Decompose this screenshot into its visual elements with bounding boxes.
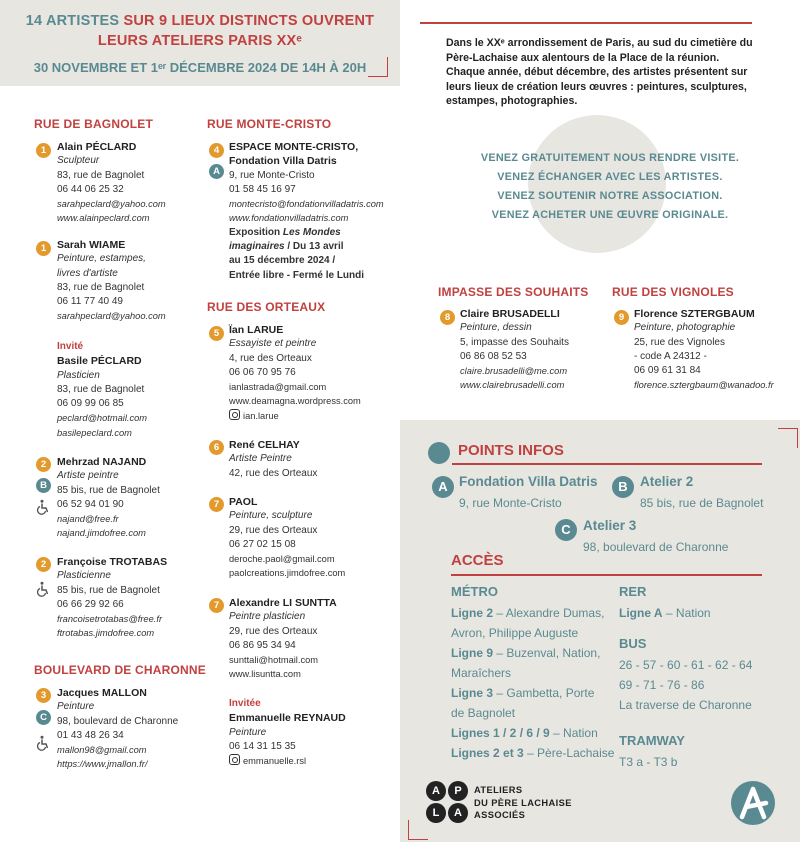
- street-title: RUE DES VIGNOLES: [612, 285, 734, 299]
- artist-email[interactable]: claire.brusadelli@me.com: [460, 366, 568, 377]
- artist-phone: 06 52 94 01 90: [57, 498, 124, 510]
- info-point-badge: B: [612, 476, 634, 498]
- artist-address: 85 bis, rue de Bagnolet: [57, 584, 160, 596]
- info-point-address: 98, boulevard de Charonne: [583, 540, 729, 554]
- artist-email[interactable]: sarahpeclard@yahoo.com: [57, 199, 166, 210]
- artist-role: livres d'artiste: [57, 267, 118, 279]
- association-logo: A P L A: [426, 781, 470, 825]
- artist-name: Basile PÉCLARD: [57, 355, 142, 368]
- event-dates: 30 NOVEMBRE ET 1ᵉʳ DÉCEMBRE 2024 DE 14H À 20H: [33, 60, 367, 75]
- artist-phone: 06 09 61 31 84: [634, 365, 701, 377]
- artist-email[interactable]: najand@free.fr: [57, 514, 119, 525]
- artist-role: Peinture: [57, 701, 95, 713]
- artist-entry: [229, 596, 337, 682]
- venue-email[interactable]: montecristo@fondationvilladatris.com: [229, 199, 384, 210]
- artist-email[interactable]: sunttali@hotmail.com: [229, 655, 319, 666]
- artist-role: Peinture, dessin: [460, 322, 532, 334]
- transport-type: BUS: [619, 636, 647, 651]
- artist-role: Artiste Peintre: [229, 453, 292, 465]
- venue-website[interactable]: www.fondationvilladatris.com: [229, 213, 349, 224]
- decorative-circle: [528, 115, 666, 253]
- artist-role: Peintre plasticien: [229, 611, 306, 623]
- instagram-icon: [229, 754, 240, 765]
- artist-phone: 06 86 95 34 94: [229, 639, 296, 651]
- artist-entry: [57, 140, 166, 226]
- artist-role: Peinture: [229, 726, 267, 738]
- section-title: POINTS INFOS: [458, 442, 564, 459]
- section-title: ACCÈS: [451, 552, 504, 569]
- artist-address: 29, rue des Orteaux: [229, 524, 318, 536]
- artist-role: Peinture, sculpture: [229, 510, 313, 522]
- street-title: RUE MONTE-CRISTO: [207, 117, 332, 131]
- artist-name: Emmanuelle REYNAUD: [229, 712, 346, 725]
- artist-entry: [229, 697, 346, 768]
- transport-type: MÉTRO: [451, 584, 498, 599]
- info-point-badge: B: [36, 478, 51, 493]
- artist-website[interactable]: paolcreations.jimdofree.com: [229, 568, 346, 579]
- location-number-badge: 9: [614, 310, 629, 325]
- artist-entry: [57, 455, 160, 541]
- location-number-badge: 3: [36, 688, 51, 703]
- intro-paragraph: Dans le XXᵉ arrondissement de Paris, au sud du cimetière du Père-Lachaise aux alentours de la Place de la réunion. Chaque année, début décembre, des artistes présentent sur leurs lieux de création leurs œuvres : peintures, sculptures, estampes, photographies.: [446, 37, 753, 108]
- artist-address: 85 bis, rue de Bagnolet: [57, 484, 160, 496]
- artist-entry: [229, 495, 345, 581]
- artist-role: Sculpteur: [57, 155, 100, 167]
- artist-address: 42, rue des Orteaux: [229, 467, 318, 479]
- exhibition-info: imaginaires / Du 13 avril: [229, 241, 344, 253]
- artist-phone: 06 27 02 15 08: [229, 538, 296, 550]
- venue-address: 9, rue Monte-Cristo: [229, 169, 315, 181]
- association-name: ATELIERS DU PÈRE LACHAISE ASSOCIÉS: [474, 785, 572, 820]
- location-number-badge: 4: [209, 143, 224, 158]
- artist-address: 83, rue de Bagnolet: [57, 383, 145, 395]
- artist-website[interactable]: www.clairebrusadelli.com: [460, 380, 565, 391]
- info-point-badge: C: [555, 519, 577, 541]
- artist-website[interactable]: www.lisuntta.com: [229, 669, 301, 680]
- artist-phone: 06 44 06 25 32: [57, 183, 124, 195]
- tram-lines: T3 a - T3 b: [619, 755, 678, 769]
- guest-label: Invité: [57, 341, 84, 352]
- exhibition-info: Entrée libre - Fermé le Lundi: [229, 269, 365, 281]
- metro-lines: Ligne 2 – Alexandre Dumas, Avron, Philippe Auguste Ligne 9 – Buzenval, Nation, Maraîchers Ligne 3 – Gambetta, Porte de Bagnolet Lignes 1 / 2 / 6 / 9 – Nation Lignes 2 et 3 – Père-Lachaise: [451, 606, 615, 760]
- artist-entry: [460, 307, 569, 393]
- artist-email[interactable]: ianlastrada@gmail.com: [229, 382, 327, 393]
- artist-role: Essayiste et peintre: [229, 338, 317, 350]
- artist-phone: 06 06 70 95 76: [229, 366, 296, 378]
- location-number-badge: 1: [36, 241, 51, 256]
- artist-website[interactable]: https://www.jmallon.fr/: [57, 759, 148, 770]
- artist-role: Artiste peintre: [57, 470, 119, 482]
- exhibition-info: Exposition Les Mondes: [229, 226, 341, 238]
- artist-role: Peinture, photographie: [634, 322, 736, 334]
- artist-name: Alexandre LI SUNTTA: [229, 597, 337, 609]
- info-point-name: Atelier 2: [640, 474, 694, 489]
- artist-website[interactable]: najand.jimdofree.com: [57, 528, 146, 539]
- artist-role: Plasticien: [57, 369, 100, 381]
- a-logo-icon: [731, 781, 775, 825]
- artist-address: 5, impasse des Souhaits: [460, 336, 569, 348]
- artist-phone: 06 66 29 92 66: [57, 598, 124, 610]
- venue-phone: 01 58 45 16 97: [229, 183, 296, 195]
- location-number-badge: 2: [36, 557, 51, 572]
- headline-line2: LEURS ATELIERS PARIS XXᵉ: [97, 33, 303, 49]
- artist-email[interactable]: deroche.paol@gmail.com: [229, 554, 335, 565]
- exhibition-info: au 15 décembre 2024 /: [229, 255, 336, 267]
- wheelchair-icon: [35, 581, 51, 597]
- artist-name: PAOL: [229, 496, 258, 508]
- wheelchair-icon: [35, 735, 51, 751]
- artist-entry: [57, 686, 178, 772]
- corner-mark: [778, 428, 798, 448]
- street-title: BOULEVARD DE CHARONNE: [34, 663, 206, 677]
- transport-type: RER: [619, 584, 647, 599]
- artist-name: Claire BRUSADELLI: [460, 308, 560, 320]
- call-to-action: VENEZ ACHETER UNE ŒUVRE ORIGINALE.: [491, 209, 729, 221]
- artist-entry: [57, 340, 147, 440]
- location-number-badge: 8: [440, 310, 455, 325]
- artist-address: 29, rue des Orteaux: [229, 625, 318, 637]
- artist-website[interactable]: www.deamagna.wordpress.com: [229, 396, 361, 407]
- info-point-name: Fondation Villa Datris: [459, 474, 598, 489]
- info-point-badge: C: [36, 710, 51, 725]
- divider-line: [452, 463, 762, 465]
- artist-website[interactable]: ftrotabas.jimdofree.com: [57, 628, 155, 639]
- artist-phone: 06 86 08 52 53: [460, 350, 527, 362]
- call-to-action: VENEZ GRATUITEMENT NOUS RENDRE VISITE.: [480, 152, 740, 164]
- info-point-badge: A: [432, 476, 454, 498]
- street-title: IMPASSE DES SOUHAITS: [438, 285, 589, 299]
- bus-lines: 26 - 57 - 60 - 61 - 62 - 64 69 - 71 - 76 - 86 La traverse de Charonne: [619, 658, 753, 712]
- call-to-action: VENEZ ÉCHANGER AVEC LES ARTISTES.: [497, 171, 723, 183]
- street-title: RUE DES ORTEAUX: [207, 300, 326, 314]
- transport-type: TRAMWAY: [619, 733, 685, 748]
- artist-entry: [229, 438, 317, 481]
- artist-phone: 06 14 31 15 35: [229, 740, 296, 752]
- location-number-badge: 1: [36, 143, 51, 158]
- artist-name: Ïan LARUE: [229, 324, 284, 336]
- artist-name: Françoise TROTABAS: [57, 556, 168, 568]
- artist-email[interactable]: mallon98@gmail.com: [57, 745, 147, 756]
- artist-name: Jacques MALLON: [57, 687, 147, 699]
- artist-phone: 06 11 77 40 49: [57, 296, 123, 308]
- access-code: - code A 24312 -: [634, 350, 707, 362]
- divider-line: [420, 22, 752, 24]
- artist-email[interactable]: sarahpeclard@yahoo.com: [57, 311, 166, 322]
- venue-entry: [229, 140, 384, 283]
- street-title: RUE DE BAGNOLET: [34, 117, 154, 131]
- rer-lines: Ligne A – Nation: [619, 606, 711, 620]
- artist-entry: [57, 555, 167, 641]
- artist-name: Sarah WIAME: [57, 239, 126, 251]
- artist-name: Alain PÉCLARD: [57, 141, 137, 153]
- info-point-name: Atelier 3: [583, 518, 637, 533]
- wheelchair-icon: [35, 499, 51, 515]
- location-number-badge: 7: [209, 598, 224, 613]
- artist-name: Florence SZTERGBAUM: [634, 308, 755, 320]
- location-number-badge: 2: [36, 457, 51, 472]
- location-number-badge: 6: [209, 440, 224, 455]
- info-point-badge: A: [209, 164, 224, 179]
- location-number-badge: 5: [209, 326, 224, 341]
- info-point-address: 85 bis, rue de Bagnolet: [640, 496, 764, 510]
- artist-entry: [634, 307, 774, 393]
- artist-role: Plasticienne: [57, 570, 111, 582]
- artist-phone: 01 43 48 26 34: [57, 729, 124, 741]
- artist-email[interactable]: francoisetrotabas@free.fr: [57, 614, 163, 625]
- artist-website[interactable]: basilepeclard.com: [57, 427, 132, 438]
- artist-address: 4, rue des Orteaux: [229, 352, 312, 364]
- venue-name: Fondation Villa Datris: [229, 155, 337, 168]
- headline-line1: 14 ARTISTES SUR 9 LIEUX DISTINCTS OUVRENT: [25, 13, 375, 29]
- artist-address: 83, rue de Bagnolet: [57, 169, 145, 181]
- instagram-handle[interactable]: ian.larue: [229, 409, 361, 423]
- artist-email[interactable]: peclard@hotmail.com: [57, 413, 148, 424]
- info-point-address: 9, rue Monte-Cristo: [459, 496, 562, 510]
- artist-website[interactable]: www.alainpeclard.com: [57, 213, 150, 224]
- instagram-handle[interactable]: emmanuelle.rsl: [229, 754, 346, 768]
- location-number-badge: 7: [209, 497, 224, 512]
- call-to-action: VENEZ SOUTENIR NOTRE ASSOCIATION.: [497, 190, 723, 202]
- divider-line: [451, 574, 762, 576]
- corner-mark: [368, 57, 388, 77]
- artist-email[interactable]: florence.sztergbaum@wanadoo.fr: [634, 380, 774, 391]
- artist-address: 98, boulevard de Charonne: [57, 715, 179, 727]
- artist-address: 25, rue des Vignoles: [634, 336, 725, 348]
- artist-name: René CELHAY: [229, 439, 300, 451]
- artist-phone: 06 09 99 06 85: [57, 398, 124, 410]
- info-bullet: [428, 442, 450, 464]
- venue-name: ESPACE MONTE-CRISTO,: [229, 141, 359, 153]
- artist-name: Mehrzad NAJAND: [57, 456, 147, 468]
- artist-address: 83, rue de Bagnolet: [57, 281, 145, 293]
- corner-mark: [408, 820, 428, 840]
- artist-role: Peinture, estampes,: [57, 253, 146, 265]
- artist-entry: [229, 323, 361, 423]
- guest-label: Invitée: [229, 698, 261, 709]
- instagram-icon: [229, 409, 240, 420]
- artist-entry: [57, 238, 166, 324]
